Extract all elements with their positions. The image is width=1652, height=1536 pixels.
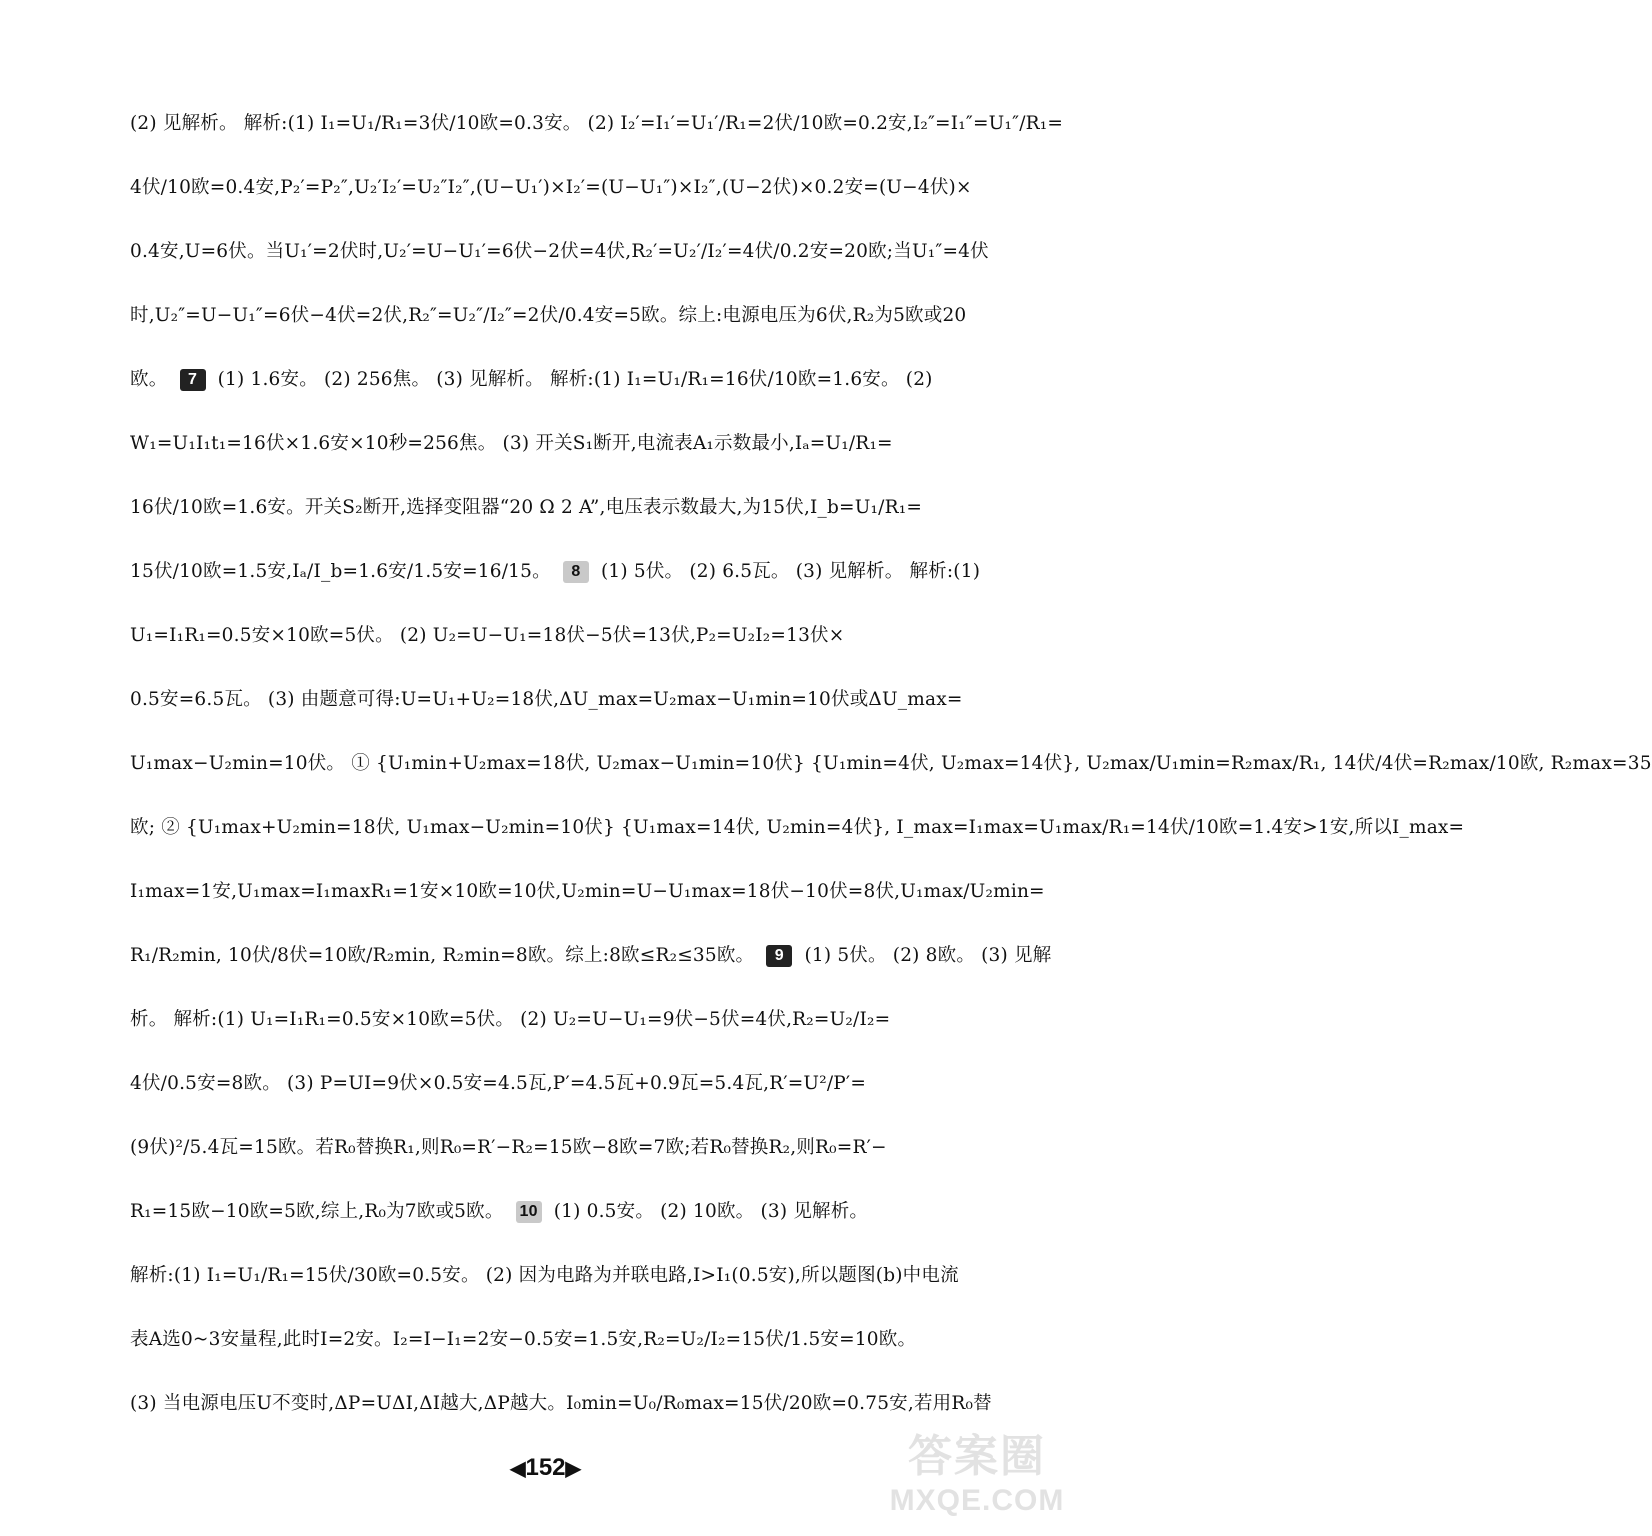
text-line-16: 4伏/0.5安=8欧。 (3) P=UI=9伏×0.5安=4.5瓦,P′=4.5瓦+0.9瓦=5.4瓦,R′=U²/P′= [130, 1073, 867, 1094]
watermark-cn: 答案圈 [908, 1432, 1046, 1481]
text-line-14 [130, 924, 1052, 988]
text-line-2: 4伏/10欧=0.4安,P₂′=P₂″,U₂′I₂′=U₂″I₂″,(U−U₁′)×I₂′=(U−U₁″)×I₂″,(U−2伏)×0.2安=(U−4伏)× [130, 177, 972, 198]
text-segment: 欧。 [130, 369, 168, 390]
question-number-badge-8: 8 [563, 561, 589, 583]
text-line-10: 0.5安=6.5瓦。 (3) 由题意可得:U=U₁+U₂=18伏,ΔU_max=U₂max−U₁min=10伏或ΔU_max= [130, 689, 963, 710]
text-line-4: 时,U₂″=U−U₁″=6伏−4伏=2伏,R₂″=U₂″/I₂″=2伏/0.4安=5欧。综上:电源电压为6伏,R₂为5欧或20 [130, 305, 967, 326]
question-number-badge-7: 7 [180, 369, 206, 391]
text-line-18 [130, 1180, 1016, 1244]
site-watermark [877, 1430, 1077, 1530]
question-number-badge-9: 9 [766, 945, 792, 967]
q7-answer-text: (1) 1.6安。 (2) 256焦。 (3) 见解析。 解析:(1) I₁=U₁/R₁=16伏/10欧=1.6安。 (2) [217, 369, 933, 390]
text-line-1: (2) 见解析。 解析:(1) I₁=U₁/R₁=3伏/10欧=0.3安。 (2) I₂′=I₁′=U₁′/R₁=2伏/10欧=0.2安,I₂″=I₁″=U₁″/R₁= [130, 113, 1064, 134]
q10-answer-text: (1) 0.5安。 (2) 10欧。 (3) 见解析。 [553, 1201, 869, 1222]
text-line-21: (3) 当电源电压U不变时,ΔP=UΔI,ΔI越大,ΔP越大。I₀min=U₀/R₀max=15伏/20欧=0.75安,若用R₀替 [130, 1393, 992, 1414]
text-segment: R₁=15欧−10欧=5欧,综上,R₀为7欧或5欧。 [130, 1201, 504, 1222]
text-line-7: 16伏/10欧=1.6安。开关S₂断开,选择变阻器“20 Ω 2 A”,电压表示数最大,为15伏,I_b=U₁/R₁= [130, 497, 923, 518]
text-line-9: U₁=I₁R₁=0.5安×10欧=5伏。 (2) U₂=U−U₁=18伏−5伏=13伏,P₂=U₂I₂=13伏× [130, 625, 845, 646]
text-segment: 15伏/10欧=1.5安,Iₐ/I_b=1.6安/1.5安=16/15。 [130, 561, 551, 582]
text-line-8 [130, 540, 1016, 604]
text-line-5 [130, 348, 1016, 412]
question-number-badge-10: 10 [516, 1201, 542, 1223]
q9-answer-text: (1) 5伏。 (2) 8欧。 (3) 见解 [804, 945, 1052, 966]
page-number-value: 152 [525, 1454, 566, 1481]
text-line-13: I₁max=1安,U₁max=I₁maxR₁=1安×10欧=10伏,U₂min=U−U₁max=18伏−10伏=8伏,U₁max/U₂min= [130, 881, 1045, 902]
text-line-17: (9伏)²/5.4瓦=15欧。若R₀替换R₁,则R₀=R′−R₂=15欧−8欧=7欧;若R₀替换R₂,则R₀=R′− [130, 1137, 887, 1158]
text-line-15: 析。 解析:(1) U₁=I₁R₁=0.5安×10欧=5伏。 (2) U₂=U−U₁=9伏−5伏=4伏,R₂=U₂/I₂= [130, 1009, 891, 1030]
left-arrow-icon: ◀ [510, 1458, 526, 1480]
text-line-19: 解析:(1) I₁=U₁/R₁=15伏/30欧=0.5安。 (2) 因为电路为并联电路,I>I₁(0.5安),所以题图(b)中电流 [130, 1265, 959, 1286]
text-line-6: W₁=U₁I₁t₁=16伏×1.6安×10秒=256焦。 (3) 开关S₁断开,电流表A₁示数最小,Iₐ=U₁/R₁= [130, 433, 893, 454]
text-line-3: 0.4安,U=6伏。当U₁′=2伏时,U₂′=U−U₁′=6伏−2伏=4伏,R₂′=U₂′/I₂′=4伏/0.2安=20欧;当U₁″=4伏 [130, 241, 989, 262]
text-segment: R₁/R₂min, 10伏/8伏=10欧/R₂min, R₂min=8欧。综上:8欧≤R₂≤35欧。 [130, 945, 755, 966]
text-line-12: 欧; ② {U₁max+U₂min=18伏, U₁max−U₂min=10伏} {U₁max=14伏, U₂min=4伏}, I_max=I₁max=U₁max/R₁=14伏/10欧=1.4安>1安,所以I_max= [130, 817, 1465, 838]
text-line-20: 表A选0~3安量程,此时I=2安。I₂=I−I₁=2安−0.5安=1.5安,R₂=U₂/I₂=15伏/1.5安=10欧。 [130, 1329, 917, 1350]
text-line-11: U₁max−U₂min=10伏。 ① {U₁min+U₂max=18伏, U₂max−U₁min=10伏} {U₁min=4伏, U₂max=14伏}, U₂max/U₁min=R₂max/R₁, 14伏/4伏=R₂max/10欧, R₂max=35 [130, 753, 1652, 774]
answer-text-block [130, 92, 1652, 1436]
right-arrow-icon: ▶ [565, 1458, 581, 1480]
q8-answer-text: (1) 5伏。 (2) 6.5瓦。 (3) 见解析。 解析:(1) [600, 561, 981, 582]
watermark-en: MXQE.COM [889, 1484, 1065, 1517]
